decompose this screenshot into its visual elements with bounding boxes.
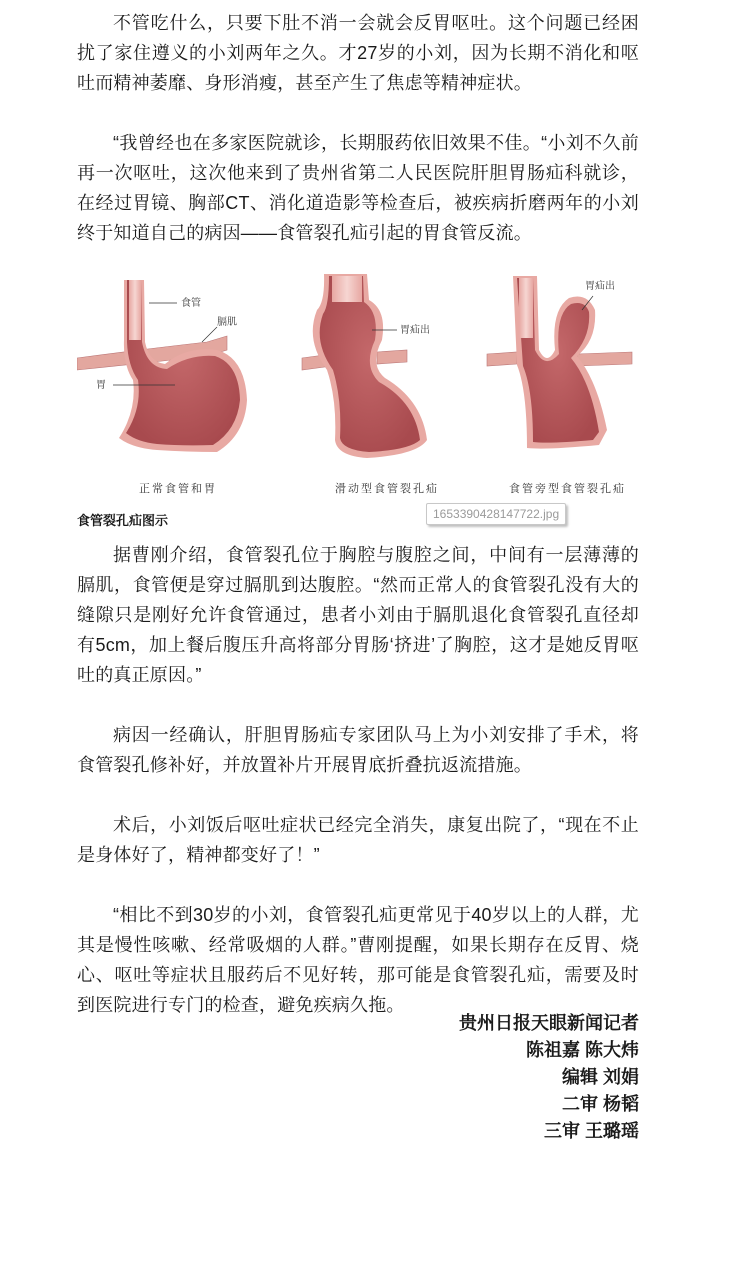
- image-filename-tooltip: 1653390428147722.jpg: [426, 503, 566, 525]
- label-hernia-sliding: 胃疝出: [400, 325, 430, 336]
- label-stomach: 胃: [96, 380, 106, 391]
- caption-normal: 正常食管和胃: [139, 482, 217, 495]
- figure-panel-captions: [77, 480, 639, 500]
- label-esophagus: 食管: [181, 298, 201, 309]
- label-hernia-paraesophageal: 胃疝出: [585, 281, 615, 292]
- byline: [459, 1010, 639, 1145]
- paragraph-explanation: 据曹刚介绍，食管裂孔位于胸腔与腹腔之间，中间有一层薄薄的膈肌，食管便是穿过膈肌到达腹腔。“然而正常人的食管裂孔没有大的缝隙只是刚好允许食管通过，患者小刘由于膈肌退化食管裂孔直径却有5cm，加上餐后腹压升高将部分胃肠‘挤进’了胸腔，这才是她反胃呕吐的真正原因。”: [77, 545, 639, 685]
- paragraph-recovery: 术后，小刘饭后呕吐症状已经完全消失，康复出院了，“现在不止是身体好了，精神都变好了！”: [77, 815, 639, 865]
- byline-third-review: 三审 王璐瑶: [543, 1121, 639, 1141]
- paragraph-surgery: 病因一经确认，肝胆胃肠疝专家团队马上为小刘安排了手术，将食管裂孔修补好，并放置补片开展胃底折叠抗返流措施。: [77, 725, 639, 775]
- figure-title: 食管裂孔疝图示: [77, 513, 169, 528]
- label-diaphragm: 膈肌: [217, 317, 237, 328]
- sliding-hernia-drawing: [302, 274, 427, 458]
- caption-sliding: 滑动型食管裂孔疝: [335, 482, 439, 495]
- article-body: [77, 8, 639, 1020]
- paragraph-diagnosis: “我曾经也在多家医院就诊，长期服药依旧效果不佳。“小刘不久前再一次呕吐，这次他来到了贵州省第二人民医院肝胆胃肠疝科就诊，在经过胃镜、胸部CT、消化道造影等检查后，被疾病折磨两年的小刘终于知道自己的病因——食管裂孔疝引起的胃食管反流。: [77, 133, 639, 243]
- caption-paraesophageal: 食管旁型食管裂孔疝: [509, 482, 626, 495]
- byline-second-review: 二审 杨韬: [561, 1094, 639, 1114]
- paragraph-intro: 不管吃什么，只要下肚不消一会就会反胃呕吐。这个问题已经困扰了家住遵义的小刘两年之久。才27岁的小刘，因为长期不消化和呕吐而精神萎靡、身形消瘦，甚至产生了焦虑等精神症状。: [77, 13, 639, 93]
- paraesophageal-hernia-drawing: [487, 276, 632, 449]
- byline-reporters: 陈祖嘉 陈大炜: [525, 1040, 639, 1060]
- hiatal-hernia-figure: [77, 270, 639, 528]
- byline-reporter-outlet: 贵州日报天眼新闻记者: [459, 1013, 639, 1033]
- byline-editor: 编辑 刘娟: [561, 1067, 639, 1087]
- paragraph-advice: “相比不到30岁的小刘，食管裂孔疝更常见于40岁以上的人群，尤其是慢性咳嗽、经常吸烟的人群。”曹刚提醒，如果长期存在反胃、烧心、呕吐等症状且服药后不见好转，那可能是食管裂孔疝，需要及时到医院进行专门的检查，避免疾病久拖。: [77, 905, 639, 1015]
- hernia-diagram-image: [77, 270, 639, 480]
- normal-stomach-drawing: [77, 280, 247, 452]
